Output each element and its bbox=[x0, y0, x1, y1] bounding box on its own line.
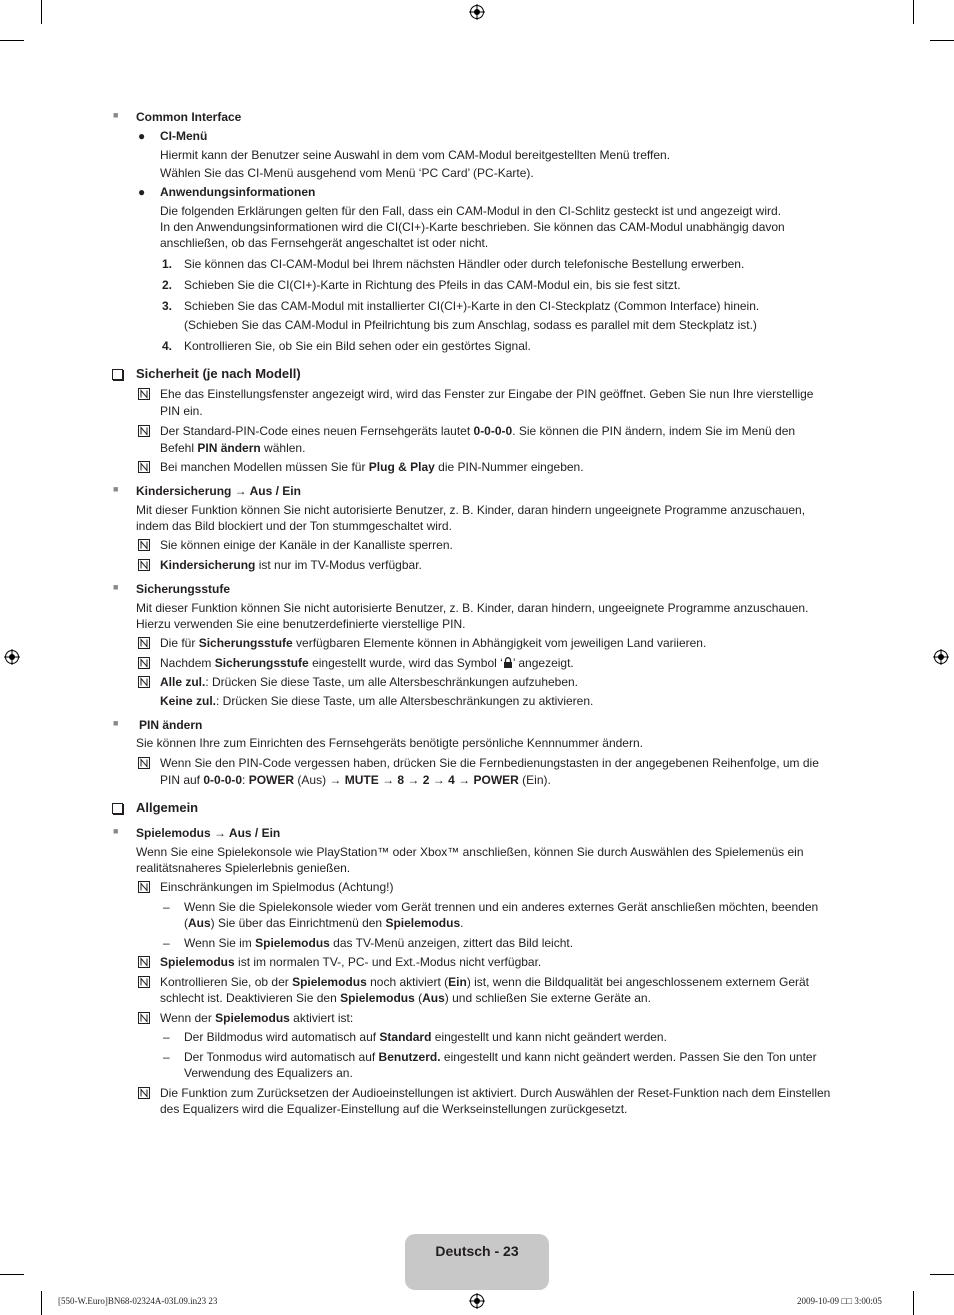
paragraph-line: Sie können Ihre zum Einrichten des Fernsehgeräts benötigte persönliche Kennnummer ändern. bbox=[136, 736, 643, 750]
crop-mark bbox=[913, 1291, 914, 1315]
paragraph-line: Die folgenden Erklärungen gelten für den Fall, dass ein CAM-Modul in den CI-Schlitz gesteckt ist und angezeigt wird. bbox=[160, 204, 781, 218]
note-icon bbox=[138, 637, 150, 649]
note-text: Ehe das Einstellungsfenster angezeigt wird, wird das Fenster zur Eingabe der PIN geöffnet. Geben Sie nun Ihre vierstellige bbox=[160, 387, 814, 401]
note-text: Kontrollieren Sie, ob der Spielemodus noch aktiviert (Ein) ist, wenn die Bildqualität bei angeschlossenem externem Gerät bbox=[160, 975, 809, 989]
paragraph-line: Hiermit kann der Benutzer seine Auswahl in dem vom CAM-Modul bereitgestellten Menü treffen. bbox=[160, 148, 671, 162]
round-bullet-icon: ● bbox=[138, 185, 146, 199]
note-text: Wenn Sie den PIN-Code vergessen haben, drücken Sie die Fernbedienungstasten in der angegebenen Reihenfolge, um die bbox=[160, 756, 819, 770]
note-text: Die für Sicherungsstufe verfügbaren Elemente können in Abhängigkeit vom jeweiligen Land variieren. bbox=[160, 636, 707, 650]
registration-mark-icon bbox=[4, 649, 20, 665]
note-text: Spielemodus ist im normalen TV-, PC- und Ext.-Modus nicht verfügbar. bbox=[160, 955, 542, 969]
dash-bullet: – bbox=[163, 936, 170, 950]
dash-text: Wenn Sie im Spielemodus das TV-Menü anzeigen, zittert das Bild leicht. bbox=[184, 936, 574, 950]
footer-file-info: [550-W.Euro]BN68-02324A-03L09.in23 23 bbox=[58, 1296, 218, 1306]
note-icon bbox=[138, 956, 150, 968]
crop-mark bbox=[930, 1274, 954, 1275]
item-title: Spielemodus → Aus / Ein bbox=[136, 826, 281, 840]
step-text: Schieben Sie die CI(CI+)-Karte in Richtung des Pfeils in das CAM-Modul ein, bis sie fest sitzt. bbox=[184, 278, 681, 292]
note-icon bbox=[138, 461, 150, 473]
step-number: 1. bbox=[162, 257, 173, 271]
item-title: PIN ändern bbox=[139, 718, 203, 732]
paragraph-line: anschließen, ob das Fernsehgerät angeschaltet ist oder nicht. bbox=[160, 236, 489, 250]
checkbox-bullet-icon bbox=[112, 369, 123, 380]
step-text: Sie können das CI-CAM-Modul bei Ihrem nächsten Händler oder durch telefonische Bestellung erwerben. bbox=[184, 257, 745, 271]
dash-bullet: – bbox=[163, 900, 170, 914]
note-icon bbox=[138, 559, 150, 571]
note-icon bbox=[138, 976, 150, 988]
crop-mark bbox=[41, 0, 42, 24]
square-bullet-icon: ■ bbox=[113, 484, 119, 494]
note-icon bbox=[138, 676, 150, 688]
paragraph-line: Mit dieser Funktion können Sie nicht autorisierte Benutzer, z. B. Kinder, daran hindern ungeeignete Programme anzuschauen, bbox=[136, 503, 806, 517]
step-number: 2. bbox=[162, 278, 173, 292]
registration-mark-icon bbox=[469, 1293, 485, 1309]
note-text: Alle zul.: Drücken Sie diese Taste, um alle Altersbeschränkungen aufzuheben. bbox=[160, 675, 579, 689]
crop-mark bbox=[41, 1291, 42, 1315]
step-number: 4. bbox=[162, 339, 173, 353]
page-number-tab bbox=[405, 1234, 549, 1290]
step-text: (Schieben Sie das CAM-Modul in Pfeilrichtung bis zum Anschlag, sodass es parallel mit dem Steckplatz ist.) bbox=[184, 318, 757, 332]
dash-bullet: – bbox=[163, 1050, 170, 1064]
note-text: PIN auf 0-0-0-0: POWER (Aus) → MUTE → 8 → 2 → 4 → POWER (Ein). bbox=[160, 773, 551, 787]
note-icon bbox=[138, 1012, 150, 1024]
item-title: Sicherungsstufe bbox=[136, 582, 231, 596]
lock-icon bbox=[503, 657, 513, 668]
crop-mark bbox=[0, 40, 24, 41]
dash-text: Der Tonmodus wird automatisch auf Benutzerd. eingestellt und kann nicht geändert werden. Passen Sie den Ton unter bbox=[184, 1050, 817, 1064]
dash-bullet: – bbox=[163, 1030, 170, 1044]
note-text: schlecht ist. Deaktivieren Sie den Spielemodus (Aus) und schließen Sie externe Geräte an. bbox=[160, 991, 651, 1005]
checkbox-bullet-icon bbox=[112, 803, 123, 814]
note-text: Sie können einige der Kanäle in der Kanalliste sperren. bbox=[160, 538, 453, 552]
footer-timestamp: 2009-10-09 □□ 3:00:05 bbox=[797, 1296, 882, 1306]
paragraph-line: Wählen Sie das CI-Menü ausgehend vom Menü ‘PC Card’ (PC-Karte). bbox=[160, 166, 534, 180]
section-heading: Common Interface bbox=[136, 110, 242, 124]
note-text: des Equalizers wird die Equalizer-Einstellung auf die Werkseinstellungen zurückgesetzt. bbox=[160, 1102, 628, 1116]
note-text: Der Standard-PIN-Code eines neuen Fernsehgeräts lautet 0-0-0-0. Sie können die PIN ändern, indem Sie im Menü den bbox=[160, 424, 796, 438]
square-bullet-icon: ■ bbox=[113, 718, 119, 728]
note-icon bbox=[138, 757, 150, 769]
registration-mark-icon bbox=[469, 4, 485, 20]
note-icon bbox=[138, 425, 150, 437]
section-title: Sicherheit (je nach Modell) bbox=[136, 366, 301, 381]
section-title: Allgemein bbox=[136, 800, 199, 815]
item-title: CI-Menü bbox=[160, 129, 208, 143]
note-text: Befehl PIN ändern wählen. bbox=[160, 441, 306, 455]
note-text: Einschränkungen im Spielmodus (Achtung!) bbox=[160, 880, 394, 894]
square-bullet-icon: ■ bbox=[113, 582, 119, 592]
note-text: Nachdem Sicherungsstufe eingestellt wurde, wird das Symbol ‘ ’ angezeigt. bbox=[160, 656, 574, 670]
square-bullet-icon: ■ bbox=[113, 826, 119, 836]
crop-mark bbox=[913, 0, 914, 24]
note-text: Kindersicherung ist nur im TV-Modus verfügbar. bbox=[160, 558, 422, 572]
item-title: Anwendungsinformationen bbox=[160, 185, 316, 199]
page-number: Deutsch - 23 bbox=[435, 1243, 519, 1259]
step-text: Kontrollieren Sie, ob Sie ein Bild sehen oder ein gestörtes Signal. bbox=[184, 339, 531, 353]
paragraph-line: In den Anwendungsinformationen wird die CI(CI+)-Karte beschrieben. Sie können das CAM-Modul unabhängig davon bbox=[160, 220, 785, 234]
note-icon bbox=[138, 539, 150, 551]
note-text: PIN ein. bbox=[160, 404, 203, 418]
round-bullet-icon: ● bbox=[138, 129, 146, 143]
note-icon bbox=[138, 1087, 150, 1099]
note-text: Keine zul.: Drücken Sie diese Taste, um alle Altersbeschränkungen zu aktivieren. bbox=[160, 694, 594, 708]
square-bullet-icon: ■ bbox=[113, 110, 119, 120]
dash-text: Der Bildmodus wird automatisch auf Standard eingestellt und kann nicht geändert werden. bbox=[184, 1030, 667, 1044]
crop-mark bbox=[930, 40, 954, 41]
paragraph-line: Mit dieser Funktion können Sie nicht autorisierte Benutzer, z. B. Kinder, daran hindern, ungeeignete Programme anzuschauen. bbox=[136, 601, 809, 615]
note-icon bbox=[138, 881, 150, 893]
note-icon bbox=[138, 657, 150, 669]
crop-mark bbox=[0, 1274, 24, 1275]
note-text: Die Funktion zum Zurücksetzen der Audioeinstellungen ist aktiviert. Durch Auswählen der Reset-Funktion nach dem Einstellen bbox=[160, 1086, 831, 1100]
registration-mark-icon bbox=[933, 649, 949, 665]
dash-text: Wenn Sie die Spielekonsole wieder vom Gerät trennen und ein anderes externes Gerät anschließen möchten, beenden bbox=[184, 900, 819, 914]
note-icon bbox=[138, 388, 150, 400]
paragraph-line: Wenn Sie eine Spielekonsole wie PlayStation™ oder Xbox™ anschließen, können Sie durch Auswählen des Spielemenüs ein bbox=[136, 845, 804, 859]
item-title: Kindersicherung → Aus / Ein bbox=[136, 484, 301, 498]
step-text: Schieben Sie das CAM-Modul mit installierter CI(CI+)-Karte in den CI-Steckplatz (Common Interface) hinein. bbox=[184, 299, 760, 313]
note-text: Wenn der Spielemodus aktiviert ist: bbox=[160, 1011, 354, 1025]
paragraph-line: Hierzu verwenden Sie eine benutzerdefinierte vierstellige PIN. bbox=[136, 617, 466, 631]
dash-text: Verwendung des Equalizers an. bbox=[184, 1066, 353, 1080]
dash-text: (Aus) Sie über das Einrichtmenü den Spielemodus. bbox=[184, 916, 464, 930]
step-number: 3. bbox=[162, 299, 173, 313]
paragraph-line: indem das Bild blockiert und der Ton stummgeschaltet wird. bbox=[136, 519, 452, 533]
note-text: Bei manchen Modellen müssen Sie für Plug & Play die PIN-Nummer eingeben. bbox=[160, 460, 584, 474]
paragraph-line: realitätsnaheres Spielerlebnis genießen. bbox=[136, 861, 351, 875]
